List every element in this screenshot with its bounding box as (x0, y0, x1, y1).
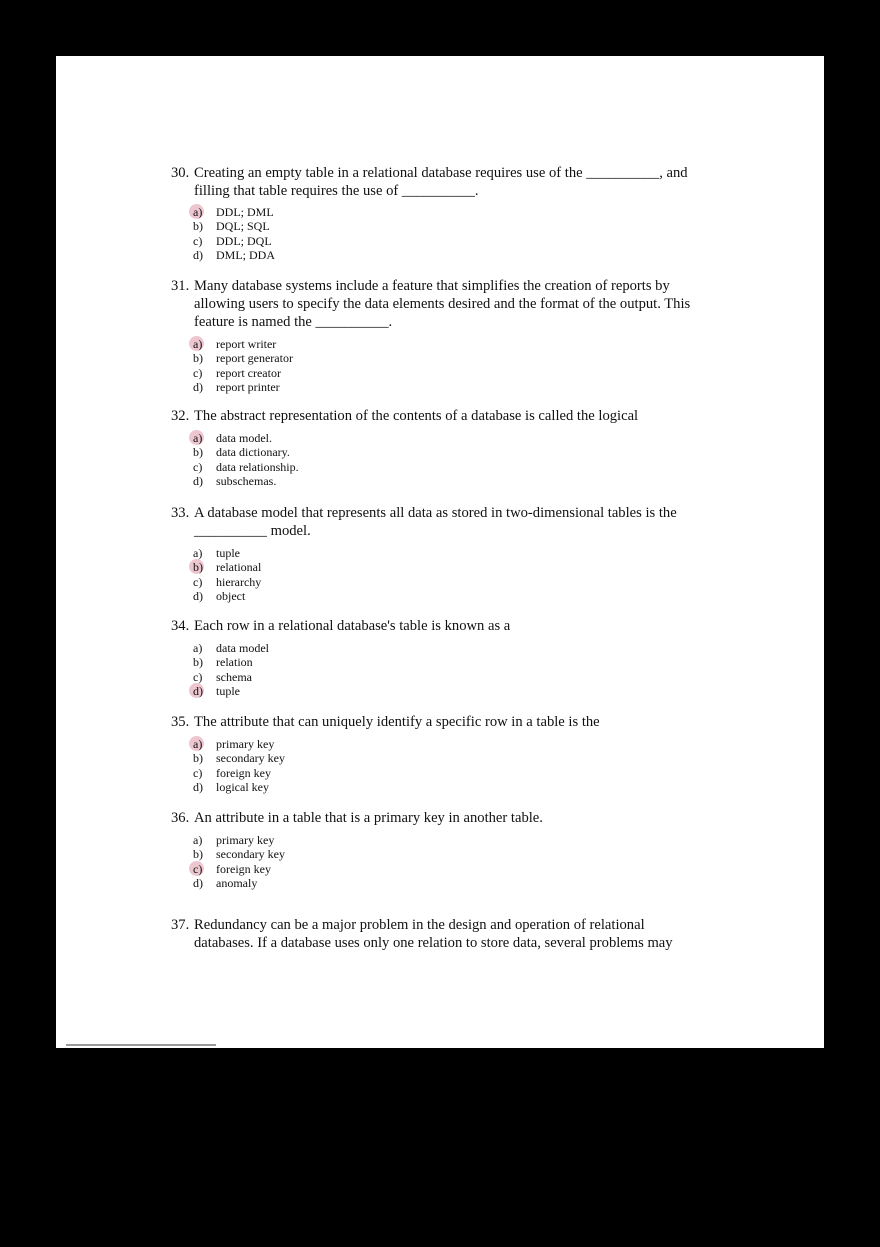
option-c[interactable] (171, 234, 701, 248)
option-text: anomaly (216, 876, 258, 891)
option-text: relation (216, 655, 253, 670)
answer-options (171, 205, 701, 263)
question-text: An attribute in a table that is a primary key in another table. (194, 810, 543, 826)
option-text: data relationship. (216, 459, 299, 474)
question-stem (171, 916, 701, 952)
option-text: primary key (216, 737, 275, 751)
question-number: 32. (171, 408, 190, 424)
option-letter-marked: a) (193, 337, 213, 351)
option-c[interactable] (171, 460, 701, 474)
document-page (56, 56, 824, 1048)
question-text: Creating an empty table in a relational database requires use of the __________, and filling that table requires the use of __________. (194, 165, 688, 199)
option-d[interactable] (171, 248, 701, 262)
option-letter-marked: a) (193, 431, 213, 445)
option-letter-marked: b) (193, 560, 213, 574)
answer-options (171, 337, 701, 395)
question-number: 30. (171, 165, 190, 181)
question-number: 31. (171, 278, 190, 294)
option-b[interactable] (171, 219, 701, 233)
option-text: foreign key (216, 861, 271, 876)
option-letter: a) (193, 546, 203, 560)
option-d[interactable] (171, 380, 701, 394)
option-letter: d) (193, 248, 203, 263)
question-number: 34. (171, 618, 190, 634)
option-letter: c) (193, 459, 203, 474)
option-a[interactable] (171, 833, 701, 847)
option-letter: c) (193, 365, 203, 380)
question-number: 37. (171, 917, 190, 933)
option-letter: a) (193, 641, 203, 655)
option-b[interactable] (171, 655, 701, 669)
footnote-rule (66, 1044, 216, 1046)
question-37 (171, 916, 701, 952)
question-32 (171, 407, 701, 489)
option-c[interactable] (171, 575, 701, 589)
option-text: subschemas. (216, 474, 277, 489)
question-text: A database model that represents all data as stored in two-dimensional tables is the __________ model. (194, 505, 677, 539)
option-text: hierarchy (216, 574, 262, 589)
option-letter: b) (193, 655, 203, 670)
question-number: 35. (171, 714, 190, 730)
option-text: secondary key (216, 751, 285, 766)
question-stem (171, 164, 701, 200)
question-stem (171, 617, 701, 635)
option-letter: c) (193, 233, 203, 248)
option-letter: b) (193, 445, 203, 460)
option-text: relational (216, 560, 262, 575)
option-a[interactable] (171, 737, 701, 751)
option-letter: a) (193, 833, 203, 847)
option-letter-marked: a) (193, 205, 213, 219)
option-letter: b) (193, 351, 203, 366)
option-letter-marked: a) (193, 737, 213, 751)
option-text: DQL; SQL (216, 219, 270, 234)
question-36 (171, 809, 701, 891)
answer-options (171, 641, 701, 699)
option-text: DDL; DQL (216, 233, 272, 248)
question-35 (171, 713, 701, 795)
question-text: The attribute that can uniquely identify a specific row in a table is the (194, 714, 600, 730)
option-text: report printer (216, 380, 280, 395)
question-number: 36. (171, 810, 190, 826)
question-stem (171, 713, 701, 731)
option-c[interactable] (171, 366, 701, 380)
option-text: data dictionary. (216, 445, 290, 460)
option-text: foreign key (216, 765, 271, 780)
option-text: schema (216, 669, 252, 684)
option-text: tuple (216, 546, 240, 560)
option-letter: d) (193, 876, 203, 891)
question-text: Each row in a relational database's table is known as a (194, 618, 511, 634)
question-stem (171, 407, 701, 425)
option-b[interactable] (171, 847, 701, 861)
answer-options (171, 833, 701, 891)
option-letter-marked: d) (193, 684, 213, 698)
option-text: data model. (216, 431, 272, 445)
question-33 (171, 504, 701, 604)
option-letter: c) (193, 574, 203, 589)
question-text: The abstract representation of the contents of a database is called the logical (194, 408, 639, 424)
option-letter: d) (193, 780, 203, 795)
question-number: 33. (171, 505, 190, 521)
option-letter-marked: c) (193, 862, 213, 876)
option-d[interactable] (171, 474, 701, 488)
option-text: logical key (216, 780, 269, 795)
question-text: Many database systems include a feature that simplifies the creation of reports by allowing users to specify the data elements desired and the format of the output. This feature is named the __________. (194, 278, 691, 330)
option-text: DDL; DML (216, 205, 274, 219)
option-text: primary key (216, 833, 275, 847)
option-a[interactable] (171, 431, 701, 445)
option-letter: b) (193, 847, 203, 862)
option-text: object (216, 589, 246, 604)
option-d[interactable] (171, 589, 701, 603)
option-text: tuple (216, 684, 240, 699)
option-b[interactable] (171, 445, 701, 459)
option-b[interactable] (171, 560, 701, 574)
option-text: report writer (216, 337, 277, 351)
option-c[interactable] (171, 862, 701, 876)
option-a[interactable] (171, 546, 701, 560)
option-c[interactable] (171, 766, 701, 780)
option-text: DML; DDA (216, 248, 275, 263)
option-text: report creator (216, 365, 281, 380)
question-stem (171, 504, 701, 540)
option-letter: b) (193, 219, 203, 234)
option-c[interactable] (171, 670, 701, 684)
option-letter: c) (193, 669, 203, 684)
question-stem (171, 277, 701, 331)
option-d[interactable] (171, 876, 701, 890)
answer-options (171, 546, 701, 604)
option-b[interactable] (171, 751, 701, 765)
option-text: report generator (216, 351, 293, 366)
option-d[interactable] (171, 684, 701, 698)
question-text: Redundancy can be a major problem in the design and operation of relational databases. If a database uses only one relation to store data, several problems may (194, 917, 673, 951)
option-d[interactable] (171, 780, 701, 794)
option-letter: d) (193, 589, 203, 604)
question-stem (171, 809, 701, 827)
option-letter: c) (193, 765, 203, 780)
option-b[interactable] (171, 351, 701, 365)
answer-options (171, 737, 701, 795)
option-letter: d) (193, 380, 203, 395)
option-letter: d) (193, 474, 203, 489)
question-30 (171, 164, 701, 263)
option-text: data model (216, 641, 269, 655)
option-letter: b) (193, 751, 203, 766)
question-31 (171, 277, 701, 395)
option-text: secondary key (216, 847, 285, 862)
answer-options (171, 431, 701, 489)
option-a[interactable] (171, 205, 701, 219)
option-a[interactable] (171, 641, 701, 655)
question-34 (171, 617, 701, 699)
option-a[interactable] (171, 337, 701, 351)
